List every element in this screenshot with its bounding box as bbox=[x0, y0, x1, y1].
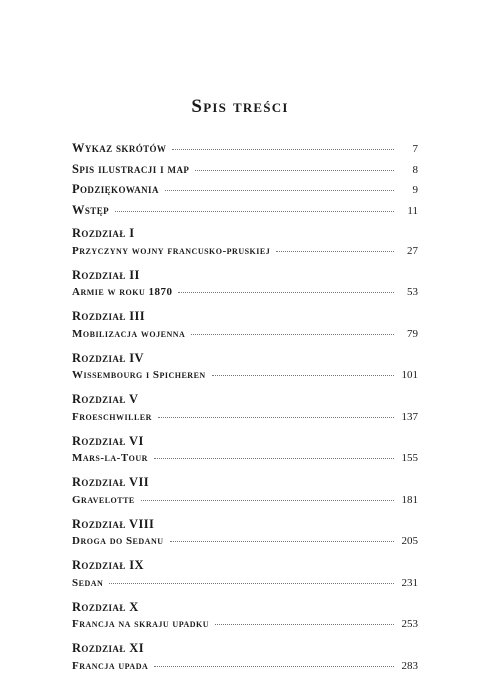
toc-page-number: 53 bbox=[407, 286, 418, 298]
chapter-title-row bbox=[72, 615, 418, 633]
dot-leader bbox=[276, 251, 394, 252]
toc-entry-abbreviations[interactable] bbox=[72, 138, 418, 159]
chapter-2[interactable] bbox=[72, 268, 418, 302]
chapter-title: Froeschwiller bbox=[72, 410, 152, 423]
chapter-list bbox=[72, 226, 418, 675]
toc-page-number: 155 bbox=[401, 452, 418, 464]
chapter-title: Francja na skraju upadku bbox=[72, 618, 210, 630]
dot-leader bbox=[165, 190, 394, 191]
front-matter-list bbox=[72, 138, 418, 220]
chapter-title-row bbox=[72, 449, 418, 467]
chapter-3[interactable] bbox=[72, 309, 418, 343]
dot-leader bbox=[172, 149, 394, 150]
toc-page-number: 79 bbox=[407, 327, 418, 340]
toc-page-number: 137 bbox=[401, 410, 418, 423]
chapter-heading: Rozdział IV bbox=[72, 350, 144, 365]
chapter-title: Gravelotte bbox=[72, 493, 135, 506]
toc-page-number: 11 bbox=[407, 204, 418, 217]
dot-leader bbox=[154, 666, 394, 667]
toc-page-number: 7 bbox=[412, 143, 418, 155]
chapter-heading: Rozdział VIII bbox=[72, 516, 155, 531]
chapter-heading: Rozdział X bbox=[72, 599, 139, 614]
dot-leader bbox=[158, 417, 394, 418]
chapter-title: Mobilizacja wojenna bbox=[72, 327, 186, 340]
chapter-8[interactable] bbox=[72, 517, 418, 551]
chapter-title-row bbox=[72, 491, 418, 509]
dot-leader bbox=[191, 334, 394, 335]
toc-page-number: 27 bbox=[407, 244, 418, 257]
toc-page-number: 181 bbox=[401, 493, 418, 506]
chapter-heading: Rozdział VI bbox=[72, 433, 144, 448]
chapter-title: Przyczyny wojny francusko-pruskiej bbox=[72, 244, 271, 257]
toc-entry-introduction[interactable] bbox=[72, 200, 418, 221]
chapter-heading: Rozdział II bbox=[72, 267, 140, 282]
chapter-heading: Rozdział I bbox=[72, 226, 135, 240]
chapter-6[interactable] bbox=[72, 434, 418, 468]
chapter-title: Sedan bbox=[72, 576, 104, 589]
chapter-title: Wissembourg i Spicheren bbox=[72, 369, 206, 381]
chapter-title-row bbox=[72, 242, 418, 260]
chapter-title: Armie w roku 1870 bbox=[72, 286, 173, 298]
chapter-title: Francja upada bbox=[72, 659, 149, 672]
chapter-11[interactable] bbox=[72, 641, 418, 675]
chapter-heading: Rozdział III bbox=[72, 309, 146, 323]
toc-entry-label: Wykaz skrótów bbox=[72, 141, 167, 155]
chapter-title-row bbox=[72, 408, 418, 426]
chapter-4[interactable] bbox=[72, 351, 418, 385]
dot-leader bbox=[212, 375, 394, 376]
chapter-title: Mars-la-Tour bbox=[72, 452, 148, 464]
chapter-title-row bbox=[72, 532, 418, 550]
dot-leader bbox=[115, 211, 394, 212]
table-of-contents bbox=[72, 138, 418, 675]
chapter-title-row bbox=[72, 574, 418, 592]
chapter-title: Droga do Sedanu bbox=[72, 535, 164, 547]
page-title: Spis treści bbox=[191, 96, 289, 117]
toc-page-number: 253 bbox=[401, 618, 418, 630]
toc-page-number: 9 bbox=[412, 184, 418, 196]
chapter-7[interactable] bbox=[72, 475, 418, 509]
dot-leader bbox=[170, 541, 394, 542]
toc-entry-label: Wstęp bbox=[72, 202, 110, 217]
dot-leader bbox=[195, 170, 394, 171]
toc-page-number: 8 bbox=[412, 163, 418, 176]
chapter-title-row bbox=[72, 325, 418, 343]
chapter-5[interactable] bbox=[72, 392, 418, 426]
toc-entry-label: Podziękowania bbox=[72, 182, 159, 196]
chapter-title-row bbox=[72, 283, 418, 301]
chapter-heading: Rozdział XI bbox=[72, 641, 144, 655]
chapter-heading: Rozdział VII bbox=[72, 475, 149, 489]
toc-page-number: 231 bbox=[401, 576, 418, 589]
chapter-1[interactable] bbox=[72, 226, 418, 260]
dot-leader bbox=[109, 583, 394, 584]
dot-leader bbox=[178, 292, 394, 293]
toc-entry-illustrations[interactable] bbox=[72, 159, 418, 180]
toc-page-number: 101 bbox=[401, 369, 418, 381]
dot-leader bbox=[215, 624, 394, 625]
chapter-9[interactable] bbox=[72, 558, 418, 592]
chapter-10[interactable] bbox=[72, 600, 418, 634]
toc-page-number: 283 bbox=[401, 659, 418, 672]
dot-leader bbox=[154, 458, 394, 459]
chapter-title-row bbox=[72, 366, 418, 384]
toc-entry-acknowledgements[interactable] bbox=[72, 179, 418, 200]
toc-entry-label: Spis ilustracji i map bbox=[72, 161, 190, 176]
chapter-heading: Rozdział V bbox=[72, 392, 139, 406]
toc-page-number: 205 bbox=[401, 535, 418, 547]
dot-leader bbox=[141, 500, 394, 501]
chapter-heading: Rozdział IX bbox=[72, 558, 144, 572]
chapter-title-row bbox=[72, 657, 418, 675]
